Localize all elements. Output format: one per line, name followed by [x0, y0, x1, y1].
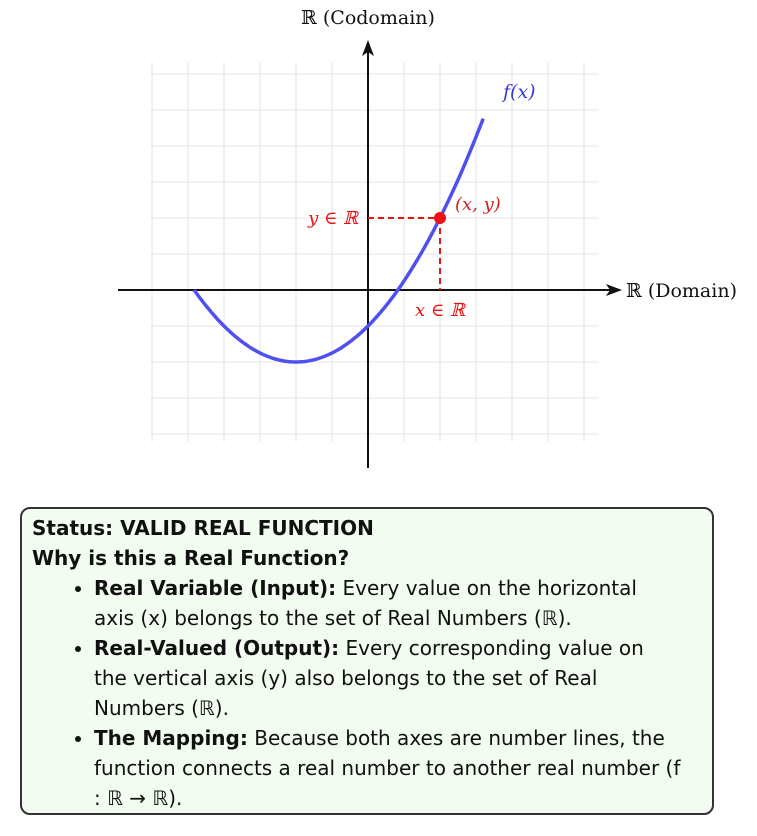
curve-label: f(x)	[503, 81, 536, 103]
y-marker-label: y ∈ ℝ	[308, 208, 358, 229]
point-marker	[434, 212, 446, 224]
reason-list	[32, 573, 702, 813]
status-question: Why is this a Real Function?	[32, 546, 350, 570]
list-item: • The Mapping: Because both axes are number lines, the function connects a real number to another real number (f : ℝ → ℝ).	[94, 723, 702, 813]
status-title: Status: VALID REAL FUNCTION	[32, 516, 374, 540]
status-box	[20, 507, 714, 815]
list-item: • Real-Valued (Output): Every corresponding value on the vertical axis (y) also belongs to the set of Real Numbers (ℝ).	[94, 633, 702, 723]
point-label: (x, y)	[455, 194, 501, 215]
x-marker-label: x ∈ ℝ	[415, 300, 465, 321]
grid	[150, 62, 598, 442]
y-axis-label: ℝ (Codomain)	[301, 7, 435, 29]
x-axis-label: ℝ (Domain)	[626, 280, 737, 302]
list-item: • Real Variable (Input): Every value on the horizontal axis (x) belongs to the set of Real Numbers (ℝ).	[94, 573, 702, 633]
